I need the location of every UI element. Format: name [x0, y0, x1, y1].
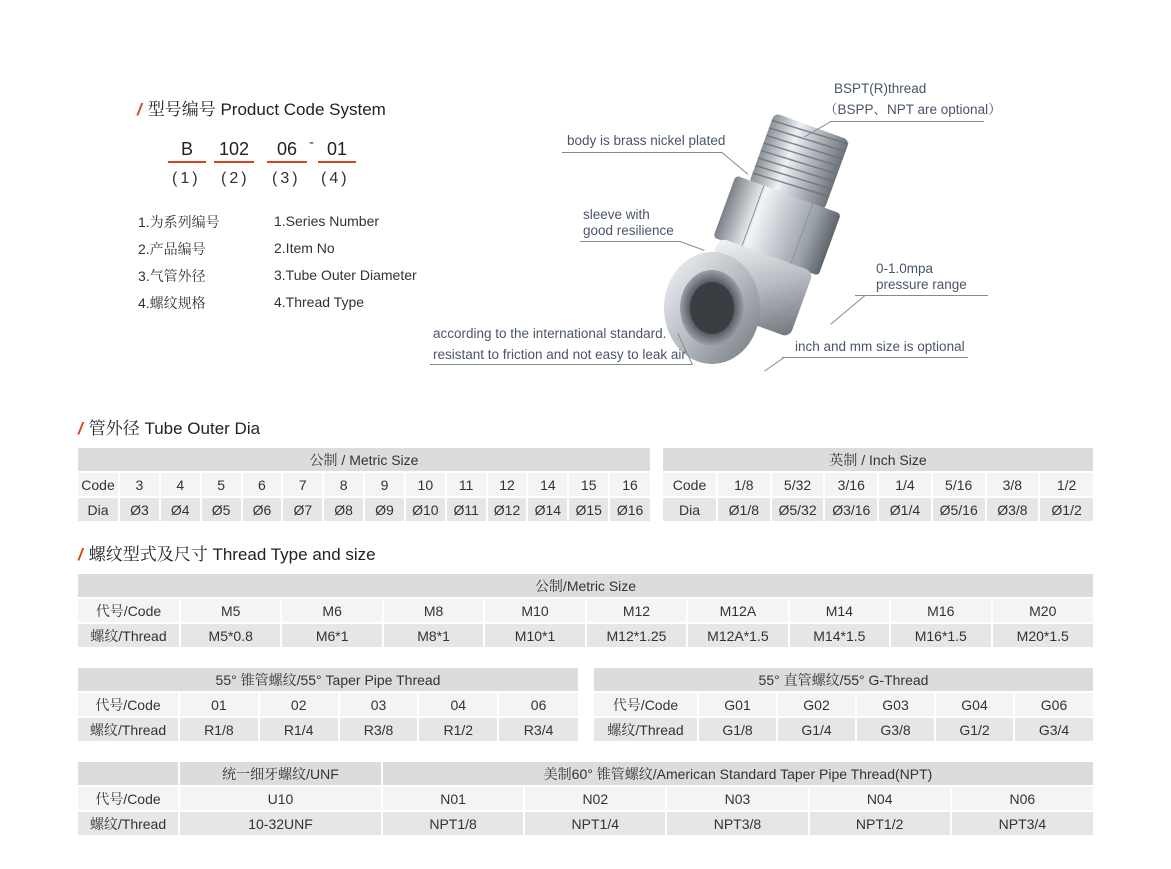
table-cell: Ø8 — [323, 497, 364, 522]
table-cell: 1/2 — [1039, 472, 1093, 497]
table-cell: Ø12 — [487, 497, 528, 522]
thread-section-title — [78, 540, 376, 565]
table-cell: 1/4 — [878, 472, 932, 497]
metric-tube-table — [78, 448, 650, 523]
table-cell: M16*1.5 — [890, 623, 991, 648]
table-cell: G02 — [777, 692, 856, 717]
callout-size-underline — [782, 357, 968, 358]
metric-tube-header: 公制 / Metric Size — [78, 448, 650, 472]
table-cell: Ø10 — [405, 497, 446, 522]
row-label-code: 代号/Code — [594, 692, 698, 717]
callout-standard-2: resistant to friction and not easy to leak air — [433, 347, 686, 362]
table-cell: 01 — [179, 692, 259, 717]
table-row — [78, 623, 1093, 648]
table-cell: G3/4 — [1014, 717, 1093, 742]
g-thread-header: 55° 直管螺纹/55° G-Thread — [594, 668, 1093, 692]
table-cell: M12 — [586, 598, 687, 623]
table-row — [594, 692, 1093, 717]
row-label-thread: 螺纹/Thread — [78, 623, 180, 648]
code-part-1: B — [168, 139, 206, 163]
table-cell: M8 — [383, 598, 484, 623]
table-cell: G1/2 — [935, 717, 1014, 742]
row-label-dia: Dia — [663, 497, 717, 522]
table-cell: N02 — [524, 786, 666, 811]
table-cell: N04 — [809, 786, 951, 811]
taper-thread-table — [78, 668, 578, 743]
callout-pressure-2: pressure range — [876, 277, 967, 292]
table-row — [78, 717, 578, 742]
legend-en-item: 2.Item No — [274, 240, 335, 256]
legend-en-item: 3.Tube Outer Diameter — [274, 267, 417, 283]
code-separator: - — [309, 134, 314, 151]
table-row — [663, 497, 1093, 522]
table-cell: M20 — [992, 598, 1094, 623]
table-cell: 5/16 — [932, 472, 986, 497]
table-cell: 9 — [364, 472, 405, 497]
table-cell: Ø5/32 — [771, 497, 825, 522]
inch-tube-header: 英制 / Inch Size — [663, 448, 1093, 472]
table-row — [78, 692, 578, 717]
callout-pressure-underline — [855, 295, 988, 296]
table-cell: G3/8 — [856, 717, 935, 742]
table-cell: M10*1 — [484, 623, 585, 648]
code-part-3: 06 — [267, 139, 307, 163]
table-cell: Ø5 — [201, 497, 242, 522]
table-cell: Ø15 — [568, 497, 609, 522]
table-cell: M16 — [890, 598, 991, 623]
table-cell: M20*1.5 — [992, 623, 1094, 648]
callout-sleeve-2: good resilience — [583, 223, 674, 238]
taper-thread-header: 55° 锥管螺纹/55° Taper Pipe Thread — [78, 668, 578, 692]
callout-sleeve-underline — [580, 241, 680, 242]
table-cell: 10-32UNF — [179, 811, 382, 836]
table-cell: 11 — [446, 472, 487, 497]
table-cell: 3/16 — [824, 472, 878, 497]
row-label-dia: Dia — [78, 497, 119, 522]
table-cell: R3/4 — [498, 717, 578, 742]
title-slash-icon: / — [78, 545, 83, 564]
table-cell: NPT3/8 — [666, 811, 808, 836]
table-cell: 02 — [259, 692, 339, 717]
callout-size: inch and mm size is optional — [795, 339, 965, 354]
table-cell: Ø16 — [609, 497, 650, 522]
product-code-title-text: 型号编号 Product Code System — [147, 100, 386, 119]
table-cell: G06 — [1014, 692, 1093, 717]
table-cell: M12A — [687, 598, 788, 623]
table-cell: M12A*1.5 — [687, 623, 788, 648]
table-cell: 8 — [323, 472, 364, 497]
table-cell: 10 — [405, 472, 446, 497]
table-cell: G1/8 — [698, 717, 777, 742]
metric-thread-table — [78, 574, 1093, 649]
table-cell: Ø7 — [282, 497, 323, 522]
table-cell: N06 — [951, 786, 1093, 811]
table-cell: M12*1.25 — [586, 623, 687, 648]
table-cell: 1/8 — [717, 472, 771, 497]
table-row — [663, 472, 1093, 497]
product-code-title — [137, 95, 386, 120]
callout-body-underline — [562, 152, 722, 153]
unf-header: 统一细牙螺纹/UNF — [179, 762, 382, 786]
table-cell: M5*0.8 — [180, 623, 281, 648]
code-index-4: (4) — [321, 170, 350, 187]
callout-bspt-underline — [830, 121, 984, 122]
table-cell: M5 — [180, 598, 281, 623]
row-label-thread: 螺纹/Thread — [78, 717, 179, 742]
row-label-code: 代号/Code — [78, 786, 179, 811]
code-index-3: (3) — [272, 170, 301, 187]
table-cell: NPT1/8 — [382, 811, 524, 836]
table-cell: 6 — [242, 472, 283, 497]
code-part-4: 01 — [318, 139, 356, 163]
table-cell: M8*1 — [383, 623, 484, 648]
legend-en-item: 1.Series Number — [274, 213, 380, 229]
table-cell: Ø6 — [242, 497, 283, 522]
legend-en-item: 4.Thread Type — [274, 294, 365, 310]
thread-section-title-text: 螺纹型式及尺寸 Thread Type and size — [88, 545, 376, 564]
g-thread-table — [594, 668, 1093, 743]
table-cell: 16 — [609, 472, 650, 497]
table-cell: 5 — [201, 472, 242, 497]
unf-npt-table — [78, 762, 1093, 837]
table-cell: Ø1/4 — [878, 497, 932, 522]
table-cell: Ø3 — [119, 497, 160, 522]
table-cell: G03 — [856, 692, 935, 717]
row-label-thread: 螺纹/Thread — [78, 811, 179, 836]
table-cell: 4 — [160, 472, 201, 497]
callout-bspt-1: BSPT(R)thread — [834, 81, 927, 96]
tube-section-title-text: 管外径 Tube Outer Dia — [88, 419, 261, 438]
table-cell: G04 — [935, 692, 1014, 717]
inch-tube-table — [663, 448, 1093, 523]
legend-cn-item: 3.气管外径 — [138, 268, 206, 284]
table-cell: M6*1 — [281, 623, 382, 648]
row-label-code: Code — [663, 472, 717, 497]
table-cell: NPT3/4 — [951, 811, 1093, 836]
table-cell: U10 — [179, 786, 382, 811]
legend-cn-item: 4.螺纹规格 — [138, 295, 206, 311]
table-cell: Ø9 — [364, 497, 405, 522]
table-cell: 5/32 — [771, 472, 825, 497]
table-cell: 04 — [418, 692, 498, 717]
table-cell: Ø1/8 — [717, 497, 771, 522]
table-cell: G01 — [698, 692, 777, 717]
legend-cn-item: 2.产品编号 — [138, 241, 206, 257]
callout-bspt-2: （BSPP、NPT are optional） — [824, 102, 1002, 117]
table-cell: 06 — [498, 692, 578, 717]
table-row — [78, 472, 650, 497]
table-cell: Ø1/2 — [1039, 497, 1093, 522]
table-cell: G1/4 — [777, 717, 856, 742]
code-part-2: 102 — [214, 139, 254, 163]
table-cell: 7 — [282, 472, 323, 497]
table-cell: R1/2 — [418, 717, 498, 742]
table-cell: N03 — [666, 786, 808, 811]
table-row — [78, 786, 1093, 811]
table-cell: M14 — [789, 598, 890, 623]
table-row — [594, 717, 1093, 742]
metric-thread-header: 公制/Metric Size — [78, 574, 1093, 598]
callout-sleeve-1: sleeve with — [583, 207, 650, 222]
code-index-1: (1) — [172, 170, 201, 187]
table-cell: 14 — [527, 472, 568, 497]
table-cell: NPT1/4 — [524, 811, 666, 836]
code-index-2: (2) — [221, 170, 250, 187]
table-cell: R1/8 — [179, 717, 259, 742]
tube-section-title — [78, 414, 260, 439]
row-label-code: 代号/Code — [78, 598, 180, 623]
callout-body: body is brass nickel plated — [567, 133, 726, 148]
callout-standard-underline — [430, 364, 692, 365]
table-cell: Ø5/16 — [932, 497, 986, 522]
legend-cn-item: 1.为系列编号 — [138, 214, 220, 230]
table-cell: Ø11 — [446, 497, 487, 522]
legend-cn — [138, 209, 220, 317]
table-cell: 15 — [568, 472, 609, 497]
table-cell: M10 — [484, 598, 585, 623]
table-cell: 3/8 — [986, 472, 1040, 497]
title-slash-icon: / — [78, 419, 83, 438]
npt-header: 美制60° 锥管螺纹/American Standard Taper Pipe Thread(NPT) — [382, 762, 1093, 786]
table-cell: Ø4 — [160, 497, 201, 522]
table-cell: Ø14 — [527, 497, 568, 522]
table-cell: 12 — [487, 472, 528, 497]
table-cell: R1/4 — [259, 717, 339, 742]
table-cell: R3/8 — [339, 717, 419, 742]
empty-header-cell — [78, 762, 179, 786]
legend-en — [274, 208, 417, 316]
table-cell: Ø3/8 — [986, 497, 1040, 522]
table-row — [78, 497, 650, 522]
table-cell: M14*1.5 — [789, 623, 890, 648]
table-cell: 03 — [339, 692, 419, 717]
row-label-code: 代号/Code — [78, 692, 179, 717]
table-cell: 3 — [119, 472, 160, 497]
table-cell: N01 — [382, 786, 524, 811]
table-cell: NPT1/2 — [809, 811, 951, 836]
row-label-thread: 螺纹/Thread — [594, 717, 698, 742]
row-label-code: Code — [78, 472, 119, 497]
table-row — [78, 598, 1093, 623]
callout-standard-1: according to the international standard. — [433, 326, 667, 341]
title-slash-icon: / — [137, 100, 142, 119]
table-row — [78, 811, 1093, 836]
table-cell: Ø3/16 — [824, 497, 878, 522]
table-cell: M6 — [281, 598, 382, 623]
callout-pressure-1: 0-1.0mpa — [876, 261, 934, 276]
